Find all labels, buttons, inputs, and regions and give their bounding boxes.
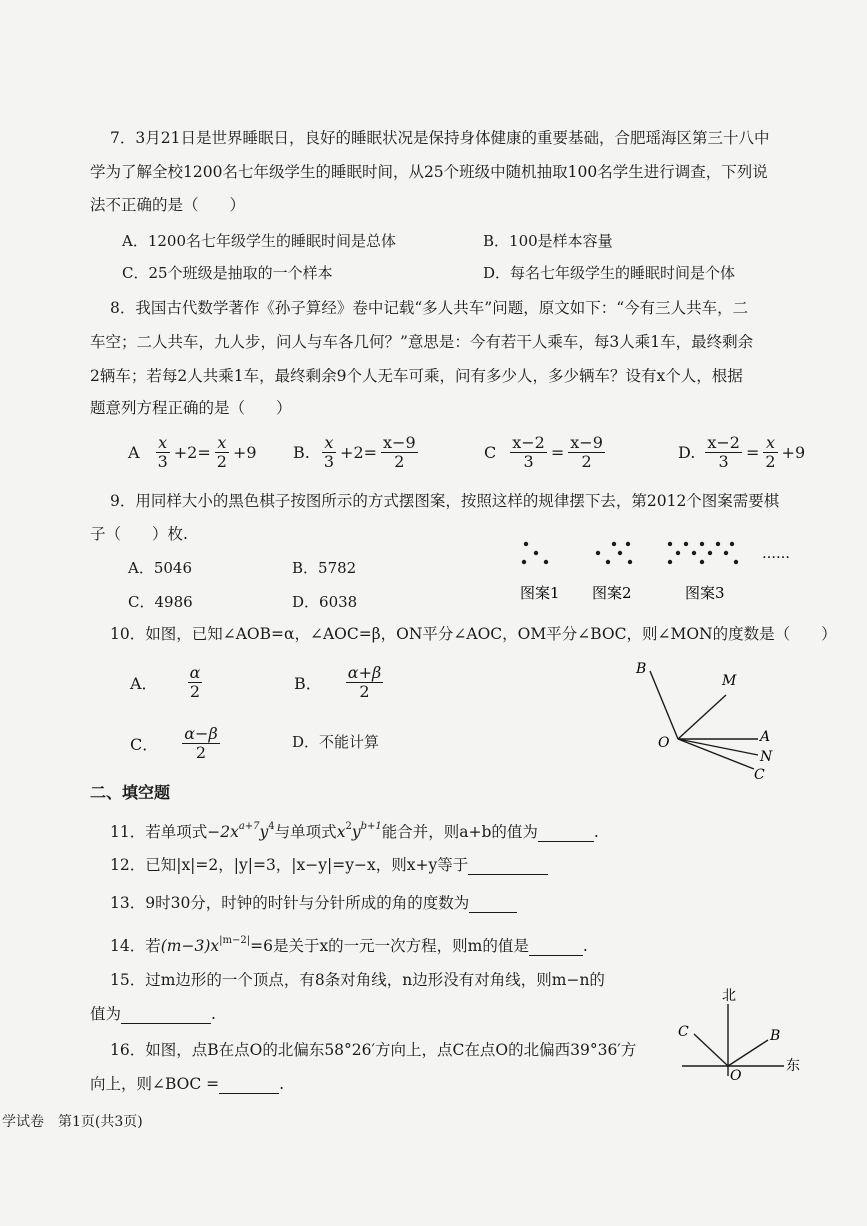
label-a: A xyxy=(760,729,771,745)
label-b: B xyxy=(636,661,647,677)
pattern-ellipsis: …… xyxy=(762,546,790,562)
q8-option-c: C $\frac{x-2}{3}$ = $\frac{x-9}{2}$ xyxy=(484,433,603,471)
pattern-2-label: 图案2 xyxy=(592,584,632,602)
q7-line2: 学为了解全校1200名七年级学生的睡眠时间，从25个班级中随机抽取100名学生进行调查，下列说 xyxy=(90,163,768,181)
fraction: $\frac{x-2}{3}$ xyxy=(512,433,545,471)
q7-option-d: D．每名七年级学生的睡眠时间是个体 xyxy=(483,264,736,282)
q9-option-d: D．6038 xyxy=(292,593,358,611)
label-n: N xyxy=(760,749,773,765)
q8-option-d: D. $\frac{x-2}{3}$ = $\frac{x}{2}$ +9 xyxy=(678,433,806,471)
q9-line1: 9．用同样大小的黑色棋子按图所示的方式摆图案，按照这样的规律摆下去，第2012个图案需要棋 xyxy=(110,492,780,510)
pattern-3-label: 图案3 xyxy=(685,584,725,602)
q14-line: 14．若$(m-3)x^{|m-2|}=6$是关于x的一元一次方程，则m的值是 . xyxy=(110,935,588,955)
answer-blank[interactable] xyxy=(538,825,594,842)
fraction: $\frac{\alpha-\beta}{2}$ xyxy=(184,724,218,762)
ray-ob xyxy=(728,1040,768,1066)
q9-line2: 子（ ）枚. xyxy=(90,525,188,543)
q15-line2: 值为 . xyxy=(90,1005,216,1023)
q9-option-a: A．5046 xyxy=(128,559,193,577)
q9-option-b: B．5782 xyxy=(292,559,357,577)
chess-pattern-figure xyxy=(510,536,800,608)
page-footer: 学试卷 第1页(共3页) xyxy=(2,1114,143,1130)
label-m: M xyxy=(722,673,737,689)
q16-line1: 16．如图，点B在点O的北偏东58°26′方向上，点C在点O的北偏西39°36′方 xyxy=(110,1041,637,1059)
fraction: $\frac{x}{3}$ xyxy=(323,433,335,471)
q10-angle-figure xyxy=(630,655,790,785)
ray-ob xyxy=(650,671,678,739)
q7-line3: 法不正确的是（ ） xyxy=(90,196,246,214)
q12-line: 12．已知|x|=2，|y|=3，|x−y|=y−x，则x+y等于 xyxy=(110,855,548,875)
fraction: $\frac{x}{3}$ xyxy=(157,433,168,471)
fraction: $\frac{x-9}{2}$ xyxy=(383,433,416,471)
q8-line4: 题意列方程正确的是（ ） xyxy=(90,399,292,417)
label-c: C xyxy=(678,1024,689,1040)
q16-line2: 向上，则∠BOC = . xyxy=(90,1075,285,1093)
pattern-1-dots xyxy=(522,542,548,564)
q7-option-b: B．100是样本容量 xyxy=(483,232,613,250)
q10-option-a: A． $\frac{\alpha}{2}$ xyxy=(130,663,201,701)
q15-line1: 15．过m边形的一个顶点，有8条对角线，n边形没有对角线，则m−n的 xyxy=(110,971,605,989)
q10-option-d: D．不能计算 xyxy=(292,733,380,751)
q10-line1: 10．如图，已知∠AOB=α，∠AOC=β，ON平分∠AOC，OM平分∠BOC，则∠MON的度数是（ ） xyxy=(110,625,837,643)
q13-line: 13．9时30分，时钟的时针与分针所成的角的度数为 xyxy=(110,893,517,913)
answer-blank[interactable] xyxy=(529,939,583,956)
pattern-1-label: 图案1 xyxy=(520,584,560,602)
ray-om xyxy=(678,695,726,739)
label-b: B xyxy=(770,1028,781,1044)
fraction: $\frac{x-2}{3}$ xyxy=(707,433,740,471)
q8-option-b: B. $\frac{x}{3}$ +2= $\frac{x-9}{2}$ xyxy=(293,433,416,471)
pattern-3-dots xyxy=(668,542,738,564)
q10-option-c: C． $\frac{\alpha-\beta}{2}$ xyxy=(130,724,218,762)
q8-option-a: A $\frac{x}{3}$ +2= $\frac{x}{2}$ +9 xyxy=(128,433,257,471)
ray-oc xyxy=(694,1034,728,1066)
north-label: 北 xyxy=(722,988,736,1004)
q7-line1: 7．3月21日是世界睡眠日，良好的睡眠状况是保持身体健康的重要基础，合肥瑶海区第三十八中 xyxy=(110,129,770,147)
label-o: O xyxy=(730,1068,742,1084)
q8-line3: 2辆车；若每2人共乘1车，最终剩余9个人无车可乘，问有多少人，多少辆车？设有x个人，根据 xyxy=(90,367,743,385)
fraction: $\frac{\alpha+\beta}{2}$ xyxy=(347,663,382,701)
east-label: 东 xyxy=(786,1058,800,1074)
fraction: $\frac{x-9}{2}$ xyxy=(570,433,603,471)
label-o: O xyxy=(658,735,670,751)
ray-oc xyxy=(678,739,754,769)
q16-compass-figure xyxy=(672,984,812,1084)
answer-blank[interactable] xyxy=(468,858,548,875)
fraction: $\frac{\alpha}{2}$ xyxy=(189,663,201,701)
fraction: $\frac{x}{2}$ xyxy=(765,433,776,471)
answer-blank[interactable] xyxy=(219,1077,279,1094)
q11-line: 11．若单项式$-2x^{a+7}y^4$与单项式$x^2y^{b+1}$能合并，则a+b的值为 . xyxy=(110,821,599,841)
answer-blank[interactable] xyxy=(469,896,517,913)
q9-option-c: C．4986 xyxy=(128,593,193,611)
q7-option-a: A．1200名七年级学生的睡眠时间是总体 xyxy=(122,232,397,250)
answer-blank[interactable] xyxy=(121,1007,211,1024)
section-fill-in-title: 二、填空题 xyxy=(90,783,171,802)
q8-line2: 车空；二人共车，九人步，问人与车各几何？”意思是：今有若干人乘车，每3人乘1车，最终剩余 xyxy=(90,333,754,351)
q7-option-c: C．25个班级是抽取的一个样本 xyxy=(122,264,333,282)
ray-on xyxy=(678,739,758,755)
fraction: $\frac{x}{2}$ xyxy=(216,433,227,471)
q10-option-b: B． $\frac{\alpha+\beta}{2}$ xyxy=(294,663,382,701)
pattern-2-dots xyxy=(596,542,632,564)
label-c: C xyxy=(754,767,765,783)
q8-line1: 8．我国古代数学著作《孙子算经》卷中记载“多人共车”问题，原文如下：“今有三人共车，二 xyxy=(110,299,749,317)
